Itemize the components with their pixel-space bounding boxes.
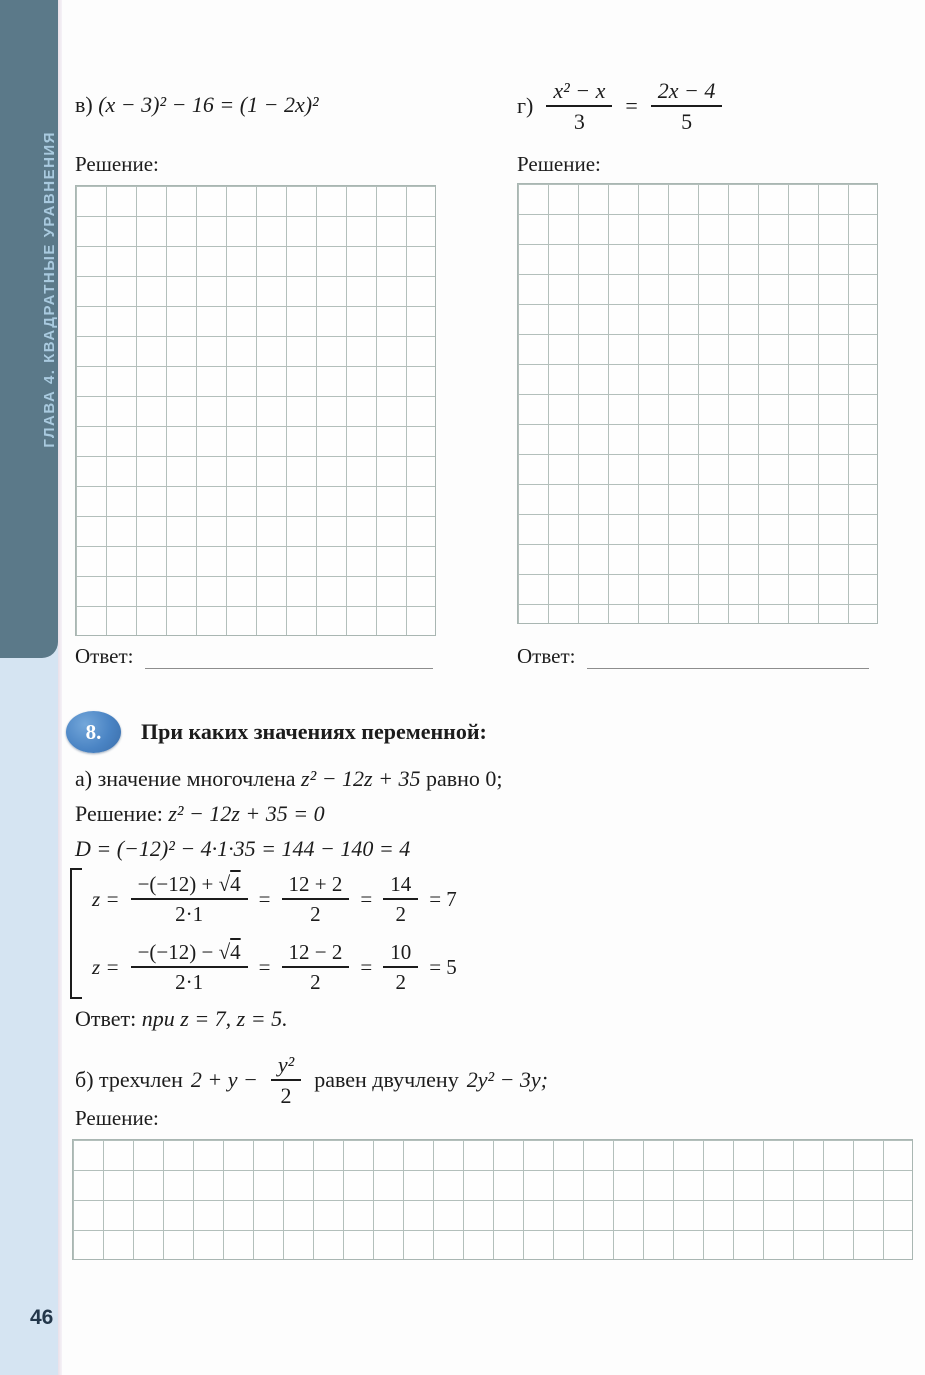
- solution-grid-right: [517, 183, 878, 624]
- fraction-denominator: 2: [310, 970, 321, 995]
- problem-v-math: (x − 3)² − 16 = (1 − 2x)²: [98, 92, 319, 117]
- item-a-math: z² − 12z + 35: [301, 766, 421, 791]
- problem-v-label: в): [75, 92, 93, 117]
- item-a-text-after: равно 0;: [425, 766, 503, 791]
- fraction-denominator: 2·1: [175, 970, 204, 995]
- item-b-math-pre: 2 + y −: [190, 1067, 258, 1093]
- answer-label-a: Ответ:: [75, 1006, 137, 1031]
- answer-label-left: Ответ:: [75, 644, 134, 668]
- problem-g-label: г): [517, 93, 534, 119]
- item-b-fraction: [271, 1052, 301, 1109]
- solution-grid-bottom: [72, 1139, 913, 1260]
- equals-sign: =: [258, 954, 271, 979]
- fraction-denominator: 5: [681, 109, 693, 135]
- row-fraction-2: [282, 940, 350, 994]
- solution-label-a: Решение:: [75, 801, 163, 826]
- answer-blank-line-right: [587, 647, 869, 669]
- solution-label-left: Решение:: [75, 152, 159, 176]
- chapter-sidebar-tab: [0, 0, 58, 658]
- fraction-denominator: 2: [395, 970, 406, 995]
- item-b-text-middle: равен двучлену: [314, 1067, 459, 1093]
- equals-sign: =: [360, 886, 373, 911]
- chapter-title-vertical: ГЛАВА 4. КВАДРАТНЫЕ УРАВНЕНИЯ: [41, 130, 58, 448]
- fraction-numerator: y²: [271, 1052, 301, 1081]
- solution-equation-line: [75, 801, 325, 827]
- row-result: = 5: [429, 954, 457, 979]
- system-row-1: [92, 872, 457, 926]
- fraction-numerator: 14: [383, 872, 418, 900]
- row-fraction-1: [131, 872, 248, 926]
- fraction-denominator: 3: [573, 109, 585, 135]
- fraction-numerator: 2x − 4: [651, 78, 723, 107]
- equals-sign: =: [360, 954, 373, 979]
- row-fraction-1: [131, 940, 248, 994]
- row-fraction-2: [282, 872, 350, 926]
- page-number: 46: [30, 1306, 54, 1329]
- solution-equation: z² − 12z + 35 = 0: [168, 801, 325, 826]
- problem-number-badge: 8.: [66, 711, 121, 753]
- problem8-header: [66, 711, 487, 753]
- answer-row-left: [75, 644, 433, 669]
- radicand: 4: [230, 940, 241, 965]
- radical-sign: √: [218, 940, 231, 965]
- fraction-numerator: −(−12) + √4: [131, 872, 248, 900]
- system-row-2: [92, 940, 457, 994]
- fraction-right: [651, 78, 723, 135]
- equals-sign: =: [625, 93, 638, 119]
- fraction-left: [546, 78, 612, 135]
- row-lhs: z =: [92, 954, 120, 979]
- row-lhs: z =: [92, 886, 120, 911]
- item-a-text-before: а) значение многочлена: [75, 766, 296, 791]
- fraction-denominator: 2·1: [175, 902, 204, 927]
- fraction-denominator: 2: [280, 1083, 292, 1109]
- problem8-item-a: [75, 766, 503, 792]
- solution-label-right: Решение:: [517, 152, 601, 176]
- page-fold-line: [58, 0, 62, 1375]
- row-result: = 7: [429, 886, 457, 911]
- radicand: 4: [230, 872, 241, 896]
- fraction-denominator: 2: [395, 902, 406, 927]
- fraction-numerator: x² − x: [546, 78, 612, 107]
- solution-grid-left: [75, 185, 436, 636]
- problem8-item-b: [75, 1052, 548, 1109]
- item-b-math-post: 2y² − 3y;: [466, 1067, 548, 1093]
- fraction-denominator: 2: [310, 902, 321, 927]
- answer-blank-line-left: [145, 647, 433, 669]
- fraction-numerator: 10: [383, 940, 418, 968]
- row-fraction-3: [383, 872, 418, 926]
- item-b-text-before: б) трехчлен: [75, 1067, 183, 1093]
- radical-sign: √: [218, 872, 231, 896]
- equals-sign: =: [258, 886, 271, 911]
- answer-label-right: Ответ:: [517, 644, 576, 668]
- equation-system: [70, 868, 457, 999]
- discriminant-line: D = (−12)² − 4·1·35 = 144 − 140 = 4: [75, 836, 411, 861]
- system-rows: [92, 868, 457, 999]
- solution-label-b: Решение:: [75, 1106, 159, 1130]
- problem-g-equation: [517, 78, 727, 135]
- answer-line-a: [75, 1006, 288, 1032]
- row-fraction-3: [383, 940, 418, 994]
- answer-text-a: при z = 7, z = 5.: [141, 1006, 288, 1031]
- fraction-numerator: −(−12) − √4: [131, 940, 248, 968]
- problem-v-equation: [75, 92, 319, 118]
- system-bracket: [70, 868, 82, 999]
- problem8-title: При каких значениях переменной:: [141, 719, 487, 744]
- fraction-numerator: 12 − 2: [282, 940, 350, 968]
- answer-row-right: [517, 644, 869, 669]
- fraction-numerator: 12 + 2: [282, 872, 350, 900]
